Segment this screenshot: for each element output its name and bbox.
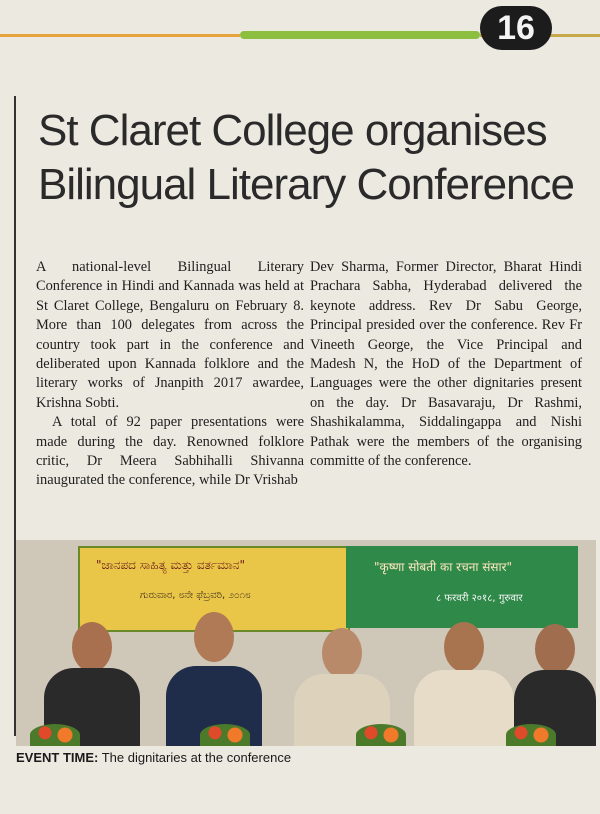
green-stripe (240, 31, 480, 39)
caption-lead: EVENT TIME: (16, 750, 99, 765)
headline-line-1: St Claret College organises (38, 106, 547, 155)
page-number-badge: 16 (480, 6, 552, 50)
photo-caption (16, 750, 596, 765)
event-photo (16, 540, 596, 746)
headline (38, 104, 578, 212)
caption-text: The dignitaries at the conference (98, 750, 292, 765)
article-paragraph-2: A total of 92 paper presentations were made during the day. Renowned folklore critic, Dr Meera Sabhihalli Shivanna inaugurated the conference, while Dr Vrishab (36, 414, 304, 489)
flower-arrangement-2 (200, 724, 250, 746)
flower-arrangement-3 (356, 724, 406, 746)
flower-arrangement-4 (506, 724, 556, 746)
article-column-left (36, 258, 304, 491)
article-column-right (310, 258, 582, 471)
hindi-banner-date: ८ फरवरी २०१८, गुरुवार (436, 593, 523, 604)
flower-arrangement-1 (30, 724, 80, 746)
kannada-banner-date: ಗುರುವಾರ, ೮ನೇ ಫೆಬ್ರವರಿ, ೨೦೧೮ (140, 590, 251, 601)
hindi-banner (346, 546, 578, 628)
kannada-banner-title: "ಜಾನಪದ ಸಾಹಿತ್ಯ ಮತ್ತು ವರ್ತಮಾನ" (96, 558, 245, 572)
orange-stripe (0, 34, 240, 37)
article-paragraph-3: Dev Sharma, Former Director, Bharat Hindi Prachara Sabha, Hyderabad delivered the keynote address. Rev Dr Sabu George, Principal presided over the conference. Rev Fr Vineeth George, the Vice Principal and Madesh N, the HoD of the Department of Languages were the other dignitaries present on the day. Dr Basavaraju, Dr Rashmi, Shashikalamma, Siddalingappa and Nishi Pathak were the members of the organising committe of the conference. (310, 259, 582, 470)
hindi-banner-title: "कृष्णा सोबती का रचना संसार" (374, 560, 513, 574)
person-4 (414, 622, 514, 746)
headline-line-2: Bilingual Literary Conference (38, 160, 574, 209)
article-paragraph-1: A national-level Bilingual Literary Conference in Hindi and Kannada was held at St Claret College, Bengaluru on February 8. More than 100 delegates from across the country took part in the conference and deliberated upon Kannada folklore and the literary works of Jnanpith 2017 awardee, Krishna Sobti. (36, 259, 304, 411)
